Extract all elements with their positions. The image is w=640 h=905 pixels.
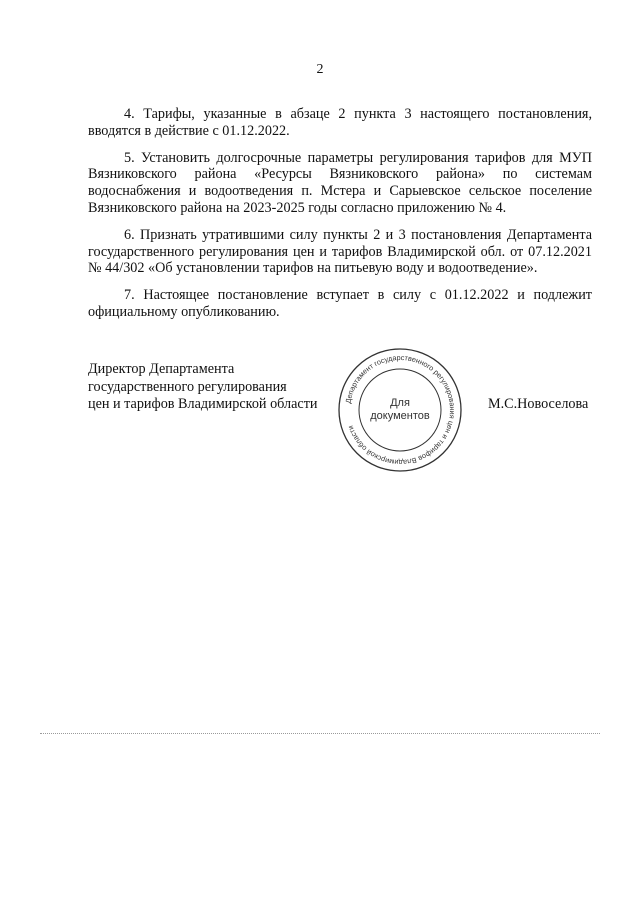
signatory-name: М.С.Новоселова bbox=[488, 396, 589, 412]
paragraph-6: 6. Признать утратившими силу пункты 2 и 3 постановления Департамента государственного регулирования цен и тарифов Владимирской обл. от 07.12.2021 № 44/302 «Об установлении тарифов на питьевую воду и водоотведение». bbox=[88, 226, 592, 277]
scan-artifact-line bbox=[40, 733, 600, 734]
stamp-ring-text: Департамент государственного регулирования цен и тарифов Владимирской области bbox=[343, 352, 458, 468]
official-stamp bbox=[335, 345, 465, 475]
page-number: 2 bbox=[316, 62, 324, 77]
paragraph-7: 7. Настоящее постановление вступает в силу с 01.12.2022 и подлежит официальному опубликованию. bbox=[88, 287, 592, 320]
paragraph-4: 4. Тарифы, указанные в абзаце 2 пункта 3 настоящего постановления, вводятся в действие с 01.12.2022. bbox=[88, 106, 592, 139]
position-line-1: Директор Департамента bbox=[88, 361, 235, 377]
position-line-2: государственного регулирования bbox=[88, 378, 287, 395]
stamp-center-line-1: Для bbox=[390, 397, 410, 409]
paragraph-5: 5. Установить долгосрочные параметры регулирования тарифов для МУП Вязниковского района «Ресурсы Вязниковского района» по системам водоснабжения и водоотведения п. Мстера и Сарыевское сельское поселение Вязниковского района на 2023-2025 годы согласно приложению № 4. bbox=[88, 149, 592, 216]
signatory-position bbox=[88, 361, 318, 414]
stamp-center-line-2: документов bbox=[370, 410, 430, 422]
position-line-3: цен и тарифов Владимирской области bbox=[88, 396, 318, 412]
document-body bbox=[88, 106, 592, 331]
